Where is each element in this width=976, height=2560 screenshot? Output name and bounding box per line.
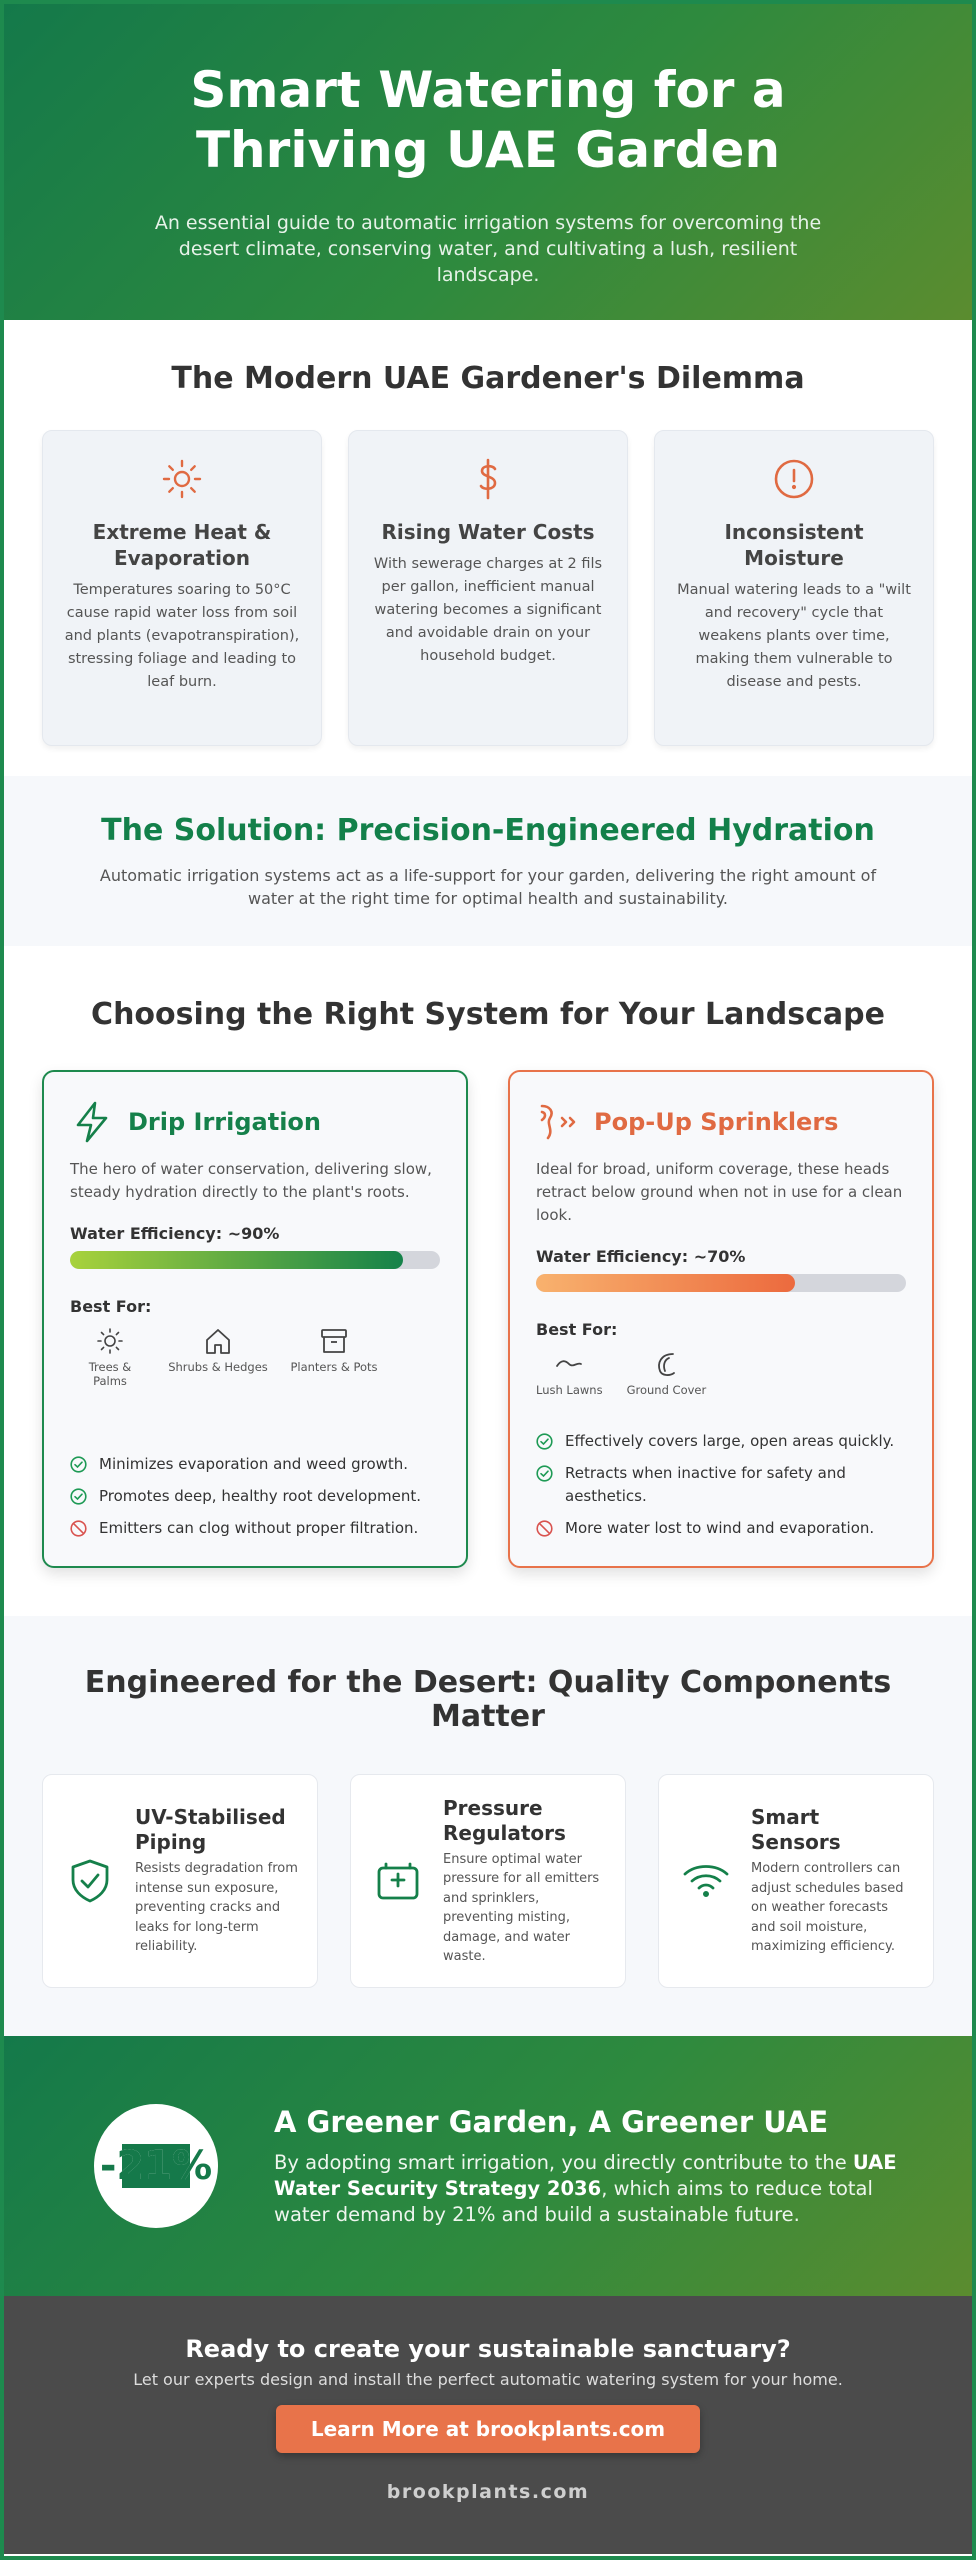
- hero-section: [4, 4, 972, 320]
- feature-con: [70, 1517, 446, 1540]
- drip-description: The hero of water conservation, delivering slow, steady hydration directly to the plant's roots.: [70, 1160, 432, 1201]
- stat-circle: [94, 2104, 218, 2228]
- component-card-piping: [42, 1774, 318, 1988]
- feature-text: Effectively covers large, open areas quickly.: [565, 1432, 895, 1450]
- best-for-trees: [70, 1326, 150, 1388]
- best-for-label: Planters & Pots: [290, 1360, 378, 1374]
- leaf-icon: [651, 1349, 681, 1379]
- dilemma-card-title: Inconsistent Moisture: [724, 520, 864, 570]
- components-section: [4, 1616, 972, 2036]
- drip-irrigation-card: [42, 1070, 468, 1568]
- cta-text: Let our experts design and install the perfect automatic watering system for your home.: [133, 2370, 843, 2389]
- alert-icon: [772, 457, 816, 501]
- best-for-shrubs: [168, 1326, 268, 1388]
- wifi-icon: [681, 1856, 731, 1906]
- hero-subtitle: An essential guide to automatic irrigation systems for overcoming the desert climate, conserving water, and cultivating a lush, resilient landscape.: [154, 212, 822, 286]
- solution-title: The Solution: Precision-Engineered Hydration: [101, 813, 875, 848]
- dilemma-title: The Modern UAE Gardener's Dilemma: [171, 361, 805, 396]
- feature-text: More water lost to wind and evaporation.: [565, 1519, 875, 1537]
- best-for-ground-cover: [627, 1349, 707, 1397]
- dilemma-card-heat: [42, 430, 322, 746]
- feature-con: [536, 1517, 912, 1540]
- component-card-sensors: [658, 1774, 934, 1988]
- planter-icon: [319, 1326, 349, 1356]
- dilemma-card-text: Manual watering leads to a "wilt and recovery" cycle that weakens plants over time, making them vulnerable to disease and pests.: [677, 582, 911, 690]
- component-card-regulators: [350, 1774, 626, 1988]
- component-text: Resists degradation from intense sun exposure, preventing cracks and leaks for long-term reliability.: [135, 1861, 298, 1955]
- cta-section: [4, 2296, 972, 2554]
- pop-efficiency-label: Water Efficiency: ~70%: [536, 1247, 746, 1266]
- footer-domain: brookplants.com: [386, 2481, 590, 2503]
- drip-efficiency-label: Water Efficiency: ~90%: [70, 1224, 280, 1243]
- component-title: Smart Sensors: [751, 1805, 841, 1855]
- component-text: Ensure optimal water pressure for all emitters and sprinklers, preventing misting, damage, and water waste.: [443, 1851, 600, 1964]
- page-title: Smart Watering for a Thriving UAE Garden: [190, 61, 786, 179]
- feature-text: Retracts when inactive for safety and aesthetics.: [565, 1464, 846, 1505]
- shield-check-icon: [65, 1856, 115, 1906]
- component-title: Pressure Regulators: [443, 1795, 566, 1845]
- dilemma-card-text: Temperatures soaring to 50°C cause rapid water loss from soil and plants (evapotranspiration), stressing foliage and leading to leaf burn.: [64, 582, 300, 690]
- impact-text-part: , which aims to reduce total water demand by 21% and build a sustainable future.: [274, 2177, 873, 2226]
- stat-value: -21%: [99, 2143, 213, 2189]
- dollar-icon: [466, 457, 510, 501]
- check-circle-icon: [536, 1465, 553, 1482]
- grass-icon: [554, 1349, 584, 1379]
- impact-title: A Greener Garden, A Greener UAE: [274, 2105, 829, 2139]
- sun-icon: [95, 1326, 125, 1356]
- dilemma-card-moisture: [654, 430, 934, 746]
- impact-strategy-name: UAE Water Security Strategy 2036: [274, 2151, 897, 2200]
- impact-text-part: By adopting smart irrigation, you directly contribute to the: [274, 2151, 853, 2174]
- ban-icon: [70, 1520, 87, 1537]
- drip-best-label: Best For:: [70, 1297, 152, 1316]
- component-text: Modern controllers can adjust schedules based on weather forecasts and soil moisture, maximizing efficiency.: [751, 1861, 904, 1955]
- best-for-planters: [286, 1326, 382, 1388]
- home-icon: [203, 1326, 233, 1356]
- dilemma-card-costs: [348, 430, 628, 746]
- pop-up-sprinklers-card: [508, 1070, 934, 1568]
- sun-icon: [160, 457, 204, 501]
- lightning-icon: [70, 1100, 114, 1144]
- components-title: Engineered for the Desert: Quality Components Matter: [84, 1665, 892, 1734]
- best-for-label: Lush Lawns: [536, 1383, 603, 1397]
- feature-pro: [70, 1485, 446, 1508]
- pop-description: Ideal for broad, uniform coverage, these heads retract below ground when not in use for a clean look.: [536, 1160, 903, 1224]
- best-for-label: Ground Cover: [626, 1383, 707, 1397]
- solution-section: [4, 776, 972, 946]
- impact-section: [4, 2036, 972, 2296]
- gauge-icon: [373, 1856, 423, 1906]
- feature-text: Promotes deep, healthy root development.: [99, 1487, 422, 1505]
- impact-text: [274, 2150, 904, 2228]
- feature-text: Emitters can clog without proper filtration.: [99, 1519, 419, 1537]
- drip-efficiency-fill: [70, 1251, 403, 1269]
- feature-text: Minimizes evaporation and weed growth.: [99, 1455, 409, 1473]
- dilemma-card-text: With sewerage charges at 2 fils per gallon, inefficient manual watering becomes a significant and avoidable drain on your household budget.: [373, 556, 603, 664]
- best-for-lawns: [536, 1349, 603, 1397]
- dilemma-section: [4, 320, 972, 776]
- best-for-label: Shrubs & Hedges: [168, 1360, 268, 1374]
- systems-section: [4, 946, 972, 1616]
- feature-pro: [536, 1430, 912, 1453]
- pop-title: Pop-Up Sprinklers: [594, 1108, 839, 1136]
- pop-efficiency-fill: [536, 1274, 795, 1292]
- check-circle-icon: [536, 1433, 553, 1450]
- best-for-label: Trees & Palms: [88, 1360, 132, 1388]
- solution-text: Automatic irrigation systems act as a life-support for your garden, delivering the right amount of water at the right time for optimal health and sustainability.: [99, 866, 877, 908]
- drip-title: Drip Irrigation: [128, 1108, 321, 1136]
- ban-icon: [536, 1520, 553, 1537]
- check-circle-icon: [70, 1488, 87, 1505]
- feature-pro: [536, 1462, 912, 1508]
- pop-efficiency-bar: [536, 1274, 906, 1292]
- dilemma-card-title: Rising Water Costs: [381, 520, 595, 544]
- component-title: UV-Stabilised Piping: [135, 1805, 286, 1855]
- sprinkler-icon: [536, 1100, 580, 1144]
- dilemma-card-title: Extreme Heat & Evaporation: [92, 520, 272, 570]
- learn-more-button[interactable]: Learn More at brookplants.com: [276, 2405, 700, 2453]
- drip-efficiency-bar: [70, 1251, 440, 1269]
- cta-title: Ready to create your sustainable sanctuary?: [185, 2335, 791, 2363]
- feature-pro: [70, 1453, 446, 1476]
- systems-title: Choosing the Right System for Your Landscape: [91, 997, 885, 1032]
- check-circle-icon: [70, 1456, 87, 1473]
- pop-best-label: Best For:: [536, 1320, 618, 1339]
